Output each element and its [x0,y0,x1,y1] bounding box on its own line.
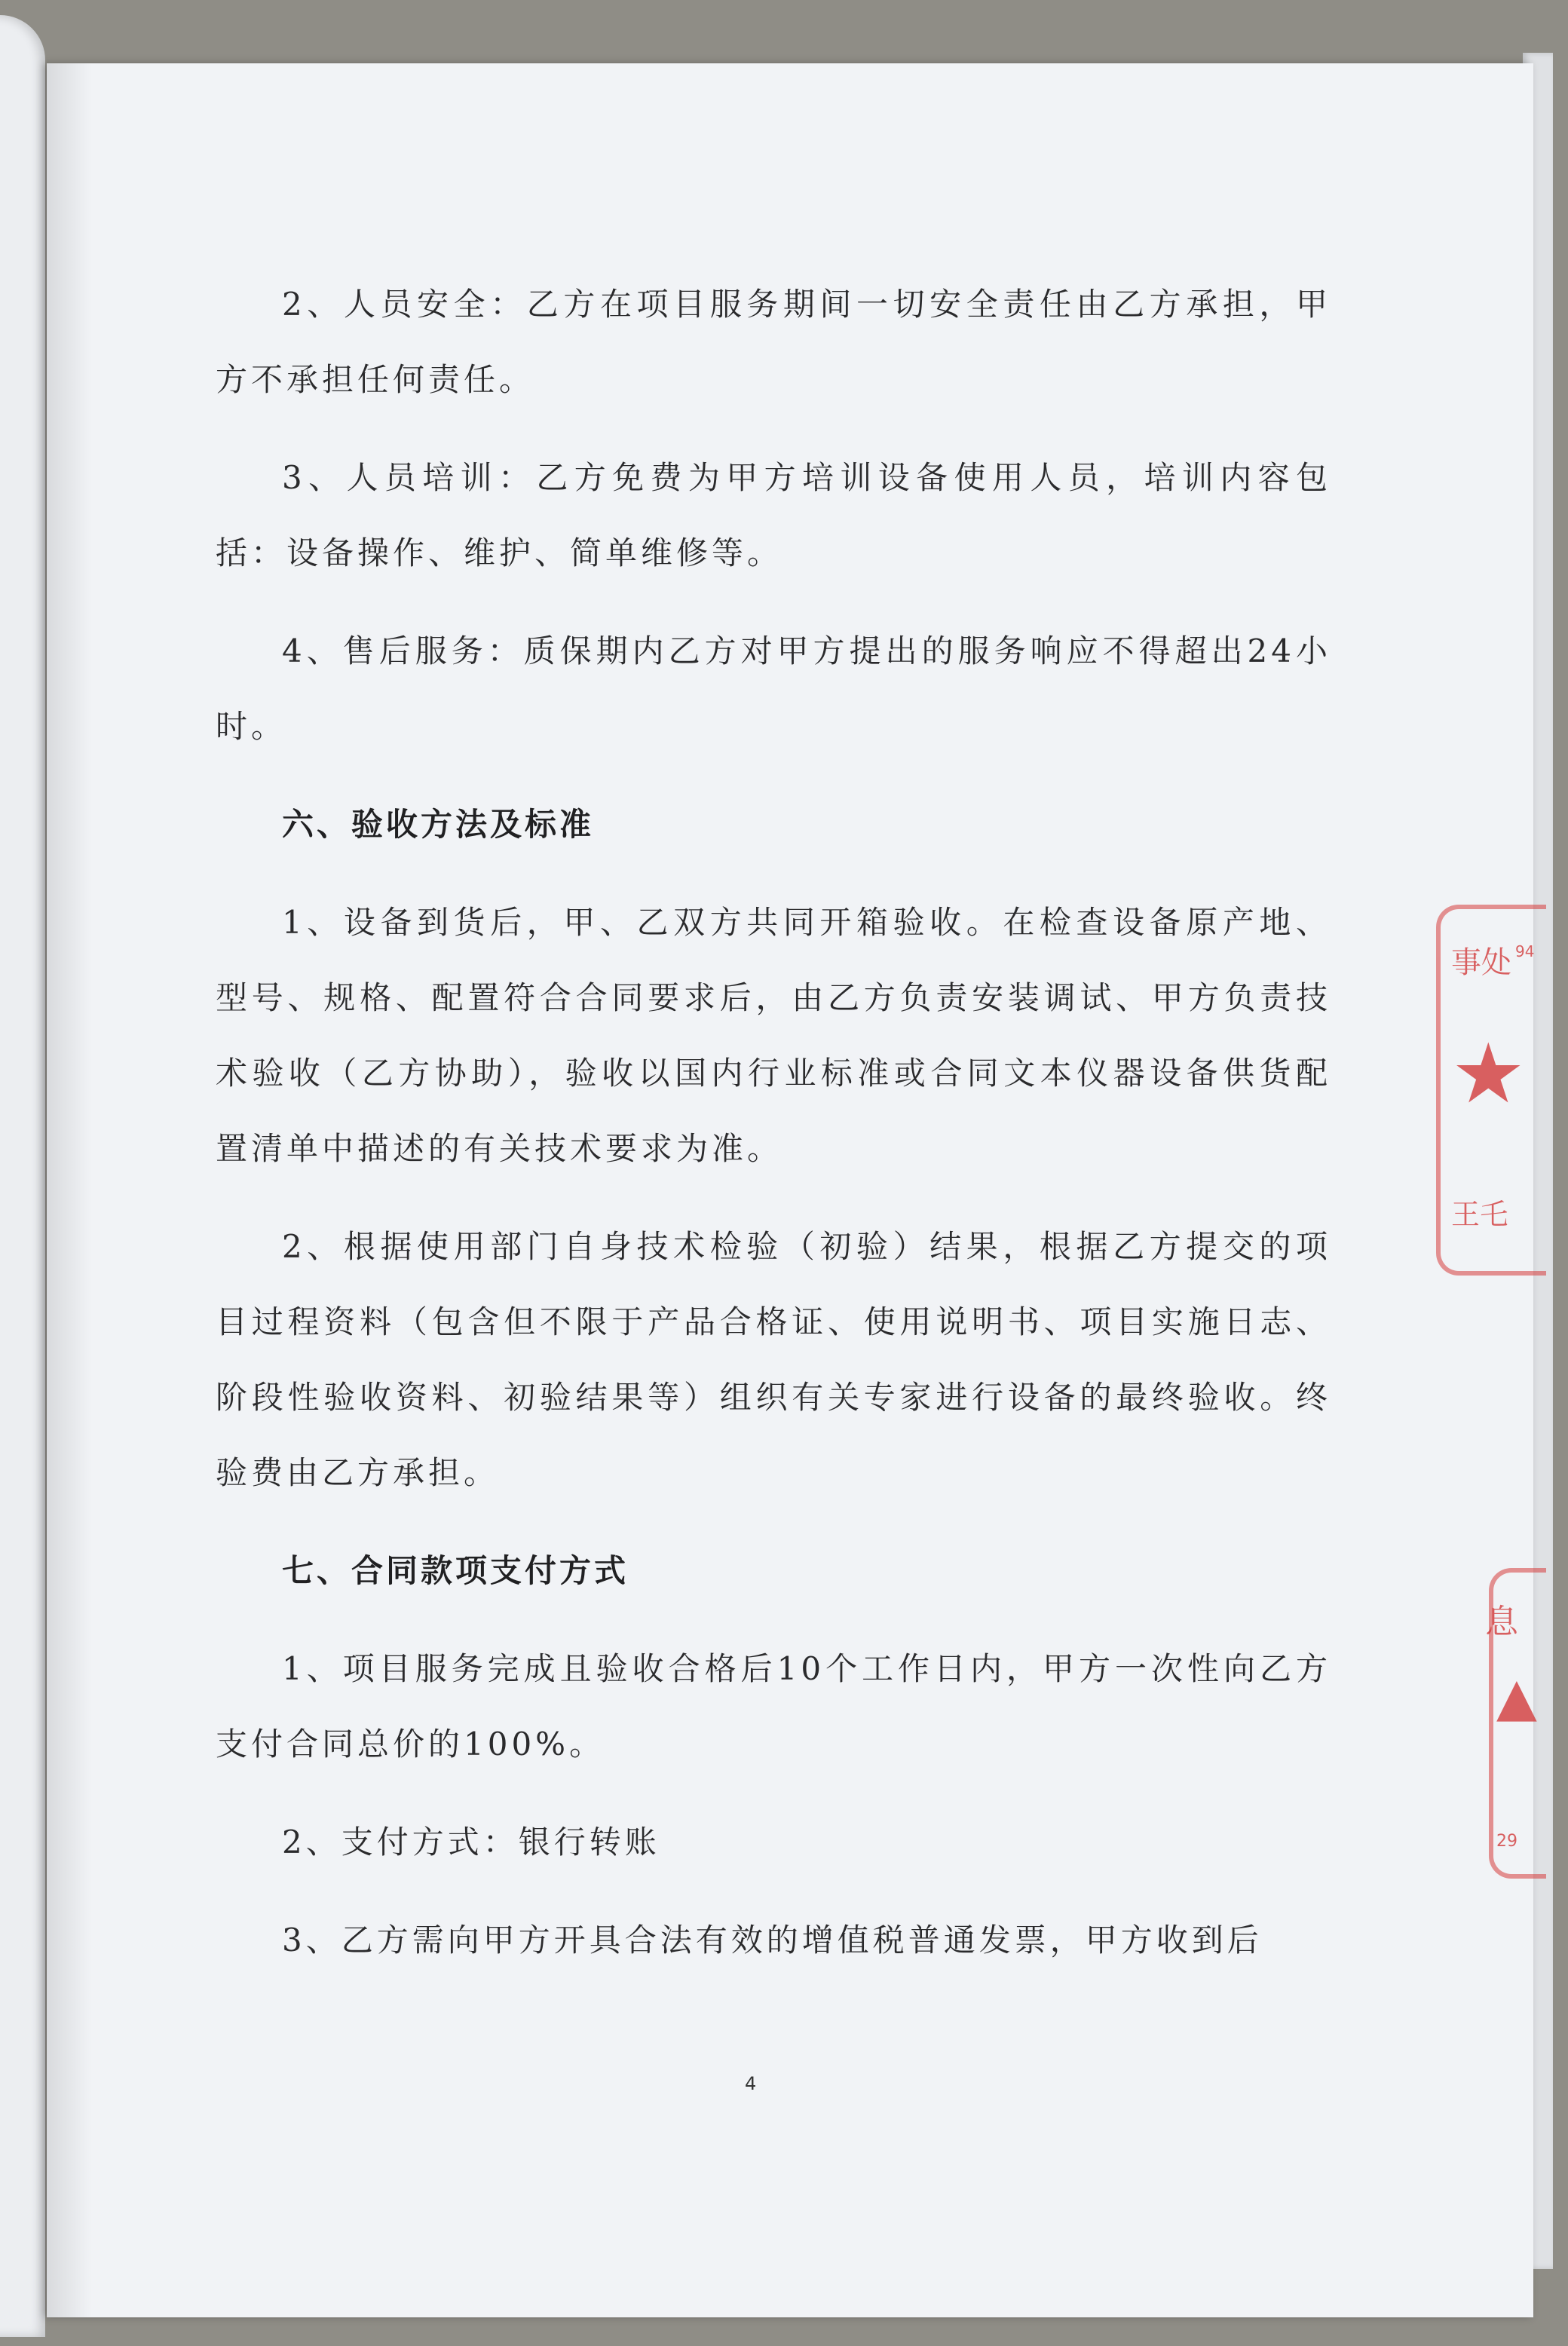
paragraph-after-sales: 4、售后服务：质保期内乙方对甲方提出的服务响应不得超出24小时。 [216,632,1331,745]
star-icon: ★ [1451,1025,1526,1122]
paragraph-personnel-training: 3、人员培训：乙方免费为甲方培训设备使用人员，培训内容包括：设备操作、维护、简单维修等。 [216,459,1331,571]
seal-bottom-char: 息 [1485,1603,1518,1641]
paragraph-acceptance-2: 2、根据使用部门自身技术检验（初验）结果，根据乙方提交的项目过程资料（包含但不限于产品合格证、使用说明书、项目实施日志、阶段性验收资料、初验结果等）组织有关专家进行设备的最终验收。终验费由乙方承担。 [216,1228,1331,1491]
page-number: 4 [745,2073,757,2094]
heading-acceptance: 六、验收方法及标准 [282,806,595,843]
paragraph-payment-method: 2、支付方式：银行转账 [282,1824,660,1861]
left-page-edge [0,15,45,2337]
seal-bottom-star-icon: ▲ [1496,1666,1537,1728]
seal-bottom-digits: 29 [1496,1832,1517,1851]
seal-top-chars: 事处 [1451,945,1511,980]
heading-payment: 七、合同款项支付方式 [282,1552,629,1589]
document-page [47,63,1533,2317]
seal-top-bottom-chars: 王乇 [1451,1198,1509,1231]
paragraph-acceptance-1: 1、设备到货后，甲、乙双方共同开箱验收。在检查设备原产地、型号、规格、配置符合合同要求后，由乙方负责安装调试、甲方负责技术验收（乙方协助），验收以国内行业标准或合同文本仪器设备供货配置清单中描述的有关技术要求为准。 [216,904,1331,1167]
paragraph-payment-1: 1、项目服务完成且验收合格后10个工作日内，甲方一次性向乙方支付合同总价的100%。 [216,1650,1331,1763]
paragraph-personnel-safety: 2、人员安全：乙方在项目服务期间一切安全责任由乙方承担，甲方不承担任何责任。 [216,286,1331,398]
document-body [216,267,1331,1978]
paragraph-invoice: 3、乙方需向甲方开具合法有效的增值税普通发票，甲方收到后 [282,1922,1263,1959]
seal-top-digits: 94 [1515,942,1535,960]
